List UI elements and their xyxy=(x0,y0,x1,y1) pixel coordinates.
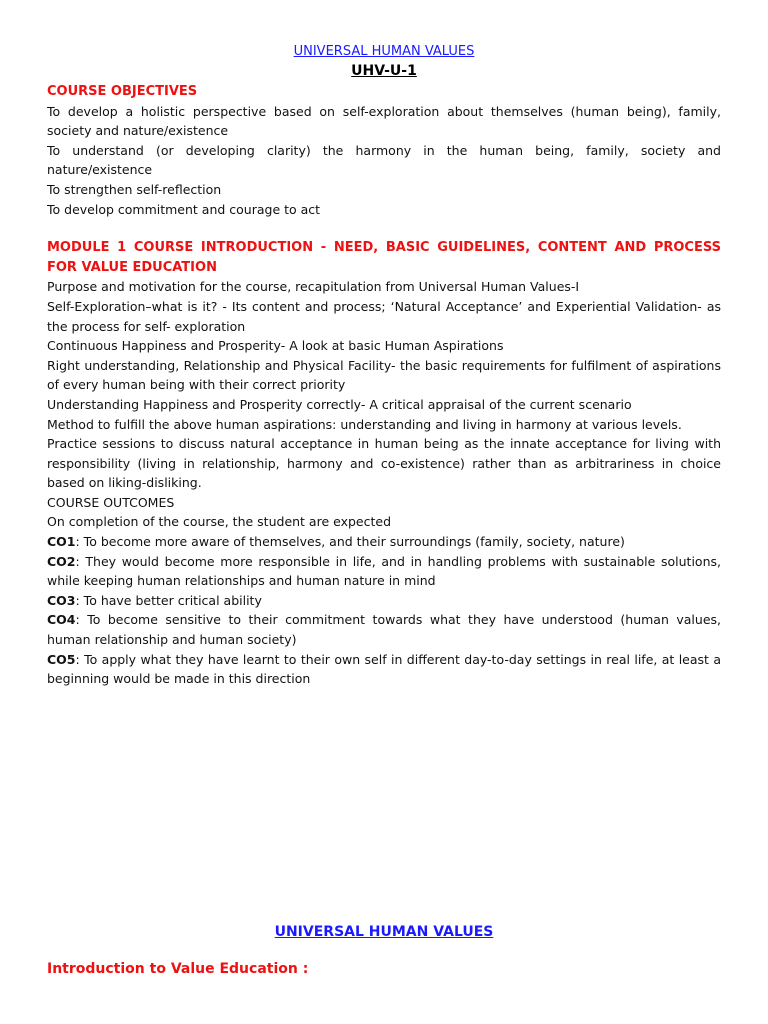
outcome-item xyxy=(47,532,721,552)
outcome-text: : To become more aware of themselves, and their surroundings (family, society, nature) xyxy=(75,534,625,550)
document-title: UNIVERSAL HUMAN VALUES xyxy=(293,44,475,59)
module-item: Understanding Happiness and Prosperity correctly- A critical appraisal of the current scenario xyxy=(47,396,632,412)
document-body xyxy=(47,82,721,689)
outcome-text: : To have better critical ability xyxy=(75,592,262,608)
module-item: Purpose and motivation for the course, recapitulation from Universal Human Values-I xyxy=(47,279,580,295)
second-section-title: UNIVERSAL HUMAN VALUES xyxy=(274,924,494,940)
outcome-item xyxy=(47,650,721,689)
module-item: Right understanding, Relationship and Physical Facility- the basic requirements for fulfilment of aspirations of every human being with their correct priority xyxy=(47,357,721,393)
module-item: Continuous Happiness and Prosperity- A look at basic Human Aspirations xyxy=(47,338,504,354)
module-item: Method to fulfill the above human aspirations: understanding and living in harmony at various levels. xyxy=(47,416,682,432)
course-outcomes-heading: COURSE OUTCOMES xyxy=(47,494,175,510)
outcome-tag: CO5 xyxy=(47,651,76,667)
objective-item: To develop commitment and courage to act xyxy=(47,201,321,217)
module-item: Self-Exploration–what is it? - Its content and process; ‘Natural Acceptance’ and Experiential Validation- as the process for self- exploration xyxy=(47,298,721,334)
outcome-item xyxy=(47,552,721,591)
objective-item: To develop a holistic perspective based on self-exploration about themselves (human being), family, society and nature/existence xyxy=(47,103,721,139)
course-outcomes-intro: On completion of the course, the student are expected xyxy=(47,514,392,530)
outcome-tag: CO2 xyxy=(47,553,76,569)
module-1-heading: MODULE 1 COURSE INTRODUCTION - NEED, BASIC GUIDELINES, CONTENT AND PROCESS FOR VALUE EDUCATION xyxy=(47,240,721,275)
outcome-item xyxy=(47,591,721,611)
outcome-tag: CO4 xyxy=(47,612,76,628)
outcome-text: : They would become more responsible in life, and in handling problems with sustainable solutions, while keeping human relationships and human nature in mind xyxy=(47,553,721,589)
outcome-text: : To become sensitive to their commitment towards what they have understood (human values, human relationship and human society) xyxy=(47,612,721,648)
objective-item: To understand (or developing clarity) the harmony in the human being, family, society and nature/existence xyxy=(47,142,721,178)
module-item: Practice sessions to discuss natural acceptance in human being as the innate acceptance for living with responsibility (living in relationship, harmony and co-existence) rather than as arbitrariness in choice based on liking-disliking. xyxy=(47,436,721,491)
introduction-heading: Introduction to Value Education : xyxy=(47,961,309,977)
course-code: UHV-U-1 xyxy=(351,63,417,79)
outcome-text: : To apply what they have learnt to their own self in different day-to-day settings in real life, at least a beginning would be made in this direction xyxy=(47,651,721,687)
outcome-tag: CO3 xyxy=(47,592,76,608)
outcome-item xyxy=(47,610,721,649)
section-spacer xyxy=(47,219,721,238)
course-objectives-heading: COURSE OBJECTIVES xyxy=(47,84,198,99)
objective-item: To strengthen self-reflection xyxy=(47,181,222,197)
outcome-tag: CO1 xyxy=(47,534,76,550)
